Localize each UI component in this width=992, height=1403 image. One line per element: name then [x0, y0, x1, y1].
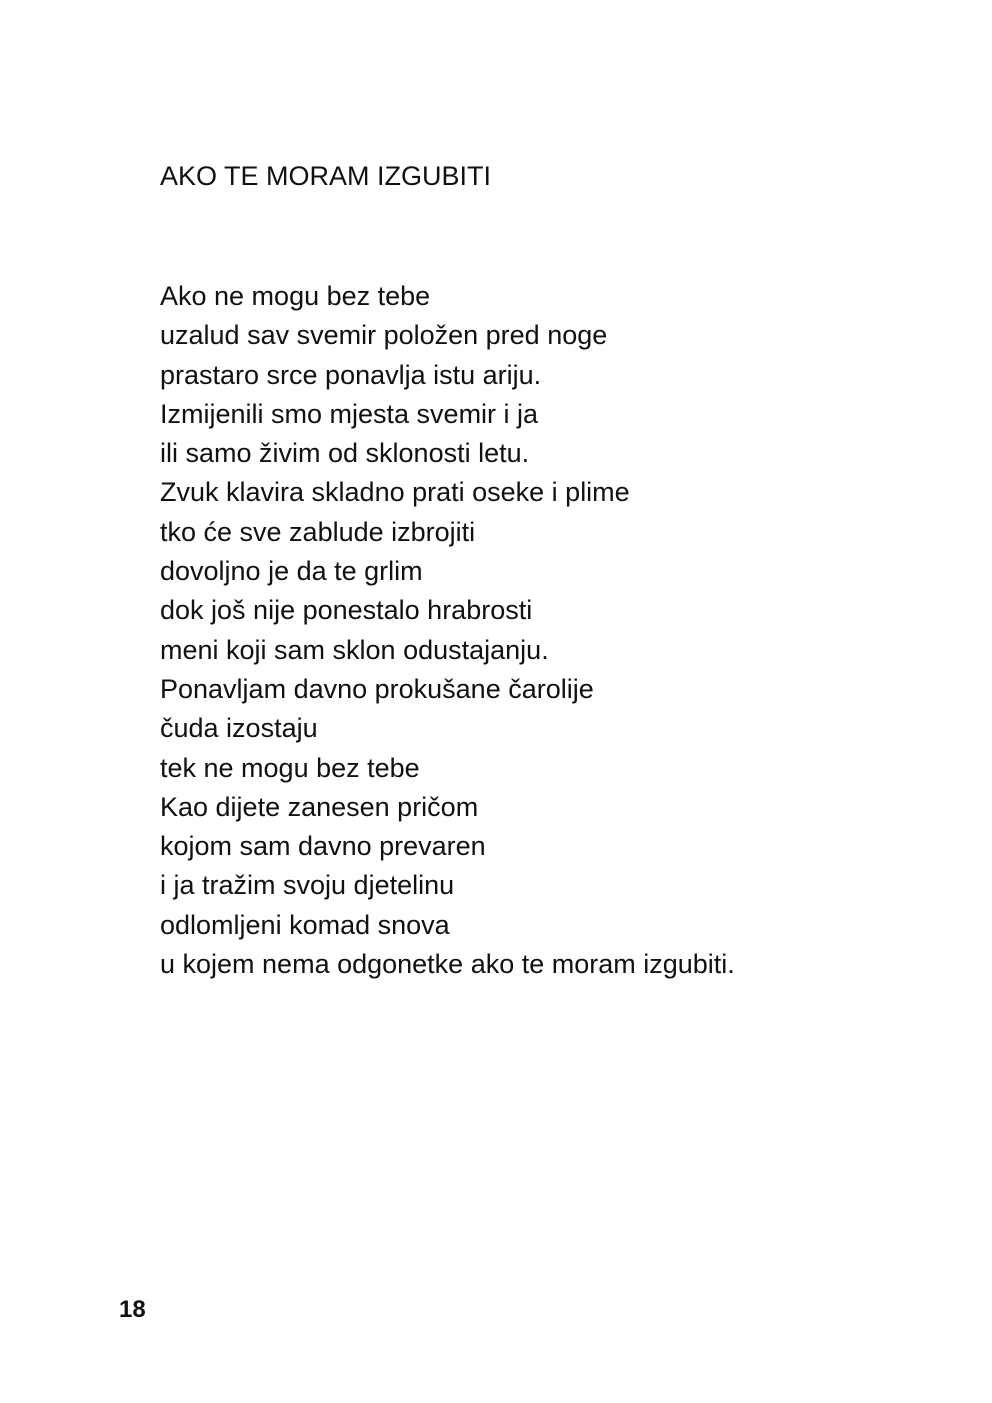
poem-line: dovoljno je da te grlim: [160, 556, 423, 587]
poem-line: meni koji sam sklon odustajanju.: [160, 634, 549, 665]
poem-line: čuda izostaju: [160, 713, 318, 744]
poem-line: Kao dijete zanesen pričom: [160, 791, 479, 822]
poem-line: i ja tražim svoju djetelinu: [160, 870, 455, 901]
page-number: 18: [119, 1296, 146, 1323]
poem-body: [160, 277, 920, 984]
poem-line: Zvuk klavira skladno prati oseke i plime: [160, 477, 630, 508]
poem-line: tko će sve zablude izbrojiti: [160, 516, 476, 547]
poem-line: tek ne mogu bez tebe: [160, 752, 420, 783]
poem-line: Ponavljam davno prokušane čarolije: [160, 673, 594, 704]
poem-title: AKO TE MORAM IZGUBITI: [160, 161, 492, 191]
poem-line: uzalud sav svemir položen pred noge: [160, 320, 608, 351]
poem-line: u kojem nema odgonetke ako te moram izgubiti.: [160, 949, 735, 980]
poem-line: kojom sam davno prevaren: [160, 831, 486, 862]
poem-line: odlomljeni komad snova: [160, 909, 450, 940]
poem-line: Izmijenili smo mjesta svemir i ja: [160, 398, 539, 429]
poem-line: Ako ne mogu bez tebe: [160, 281, 431, 311]
poem-line: prastaro srce ponavlja istu ariju.: [160, 359, 542, 390]
poem-line: dok još nije ponestalo hrabrosti: [160, 595, 533, 626]
poem-line: ili samo živim od sklonosti letu.: [160, 438, 530, 469]
